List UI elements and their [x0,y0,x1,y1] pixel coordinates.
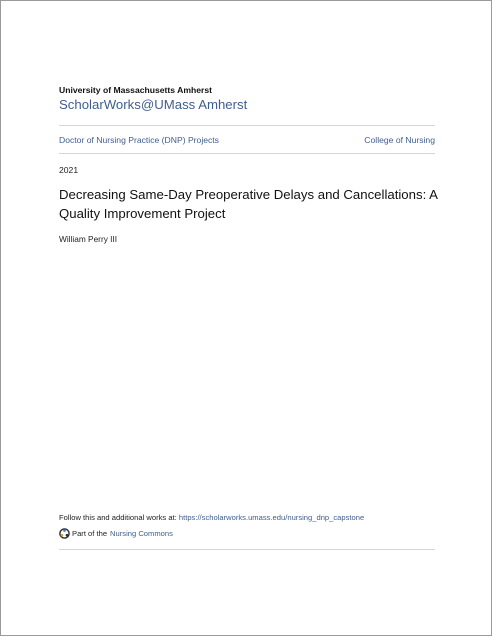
collection-url-link[interactable]: https://scholarworks.umass.edu/nursing_dnp_capstone [178,513,365,522]
follow-text: Follow this and additional works at: [59,513,179,522]
series-link[interactable]: Doctor of Nursing Practice (DNP) Projects [59,135,219,145]
part-of-line [59,528,173,539]
college-link[interactable]: College of Nursing [364,135,435,145]
nursing-commons-link[interactable]: Nursing Commons [110,529,173,538]
document-title: Decreasing Same-Day Preoperative Delays and Cancellations: A Quality Improvement Project [59,187,438,221]
part-of-prefix: Part of the [72,529,108,538]
divider-bottom [59,549,435,550]
repository-link[interactable]: ScholarWorks@UMass Amherst [59,97,248,112]
divider-top [59,125,435,126]
divider-middle [59,153,435,154]
publication-year: 2021 [59,165,79,175]
network-commons-icon [59,528,70,539]
follow-line [59,513,364,522]
institution-name: University of Massachusetts Amherst [59,85,212,95]
author-name: William Perry III [59,234,118,244]
